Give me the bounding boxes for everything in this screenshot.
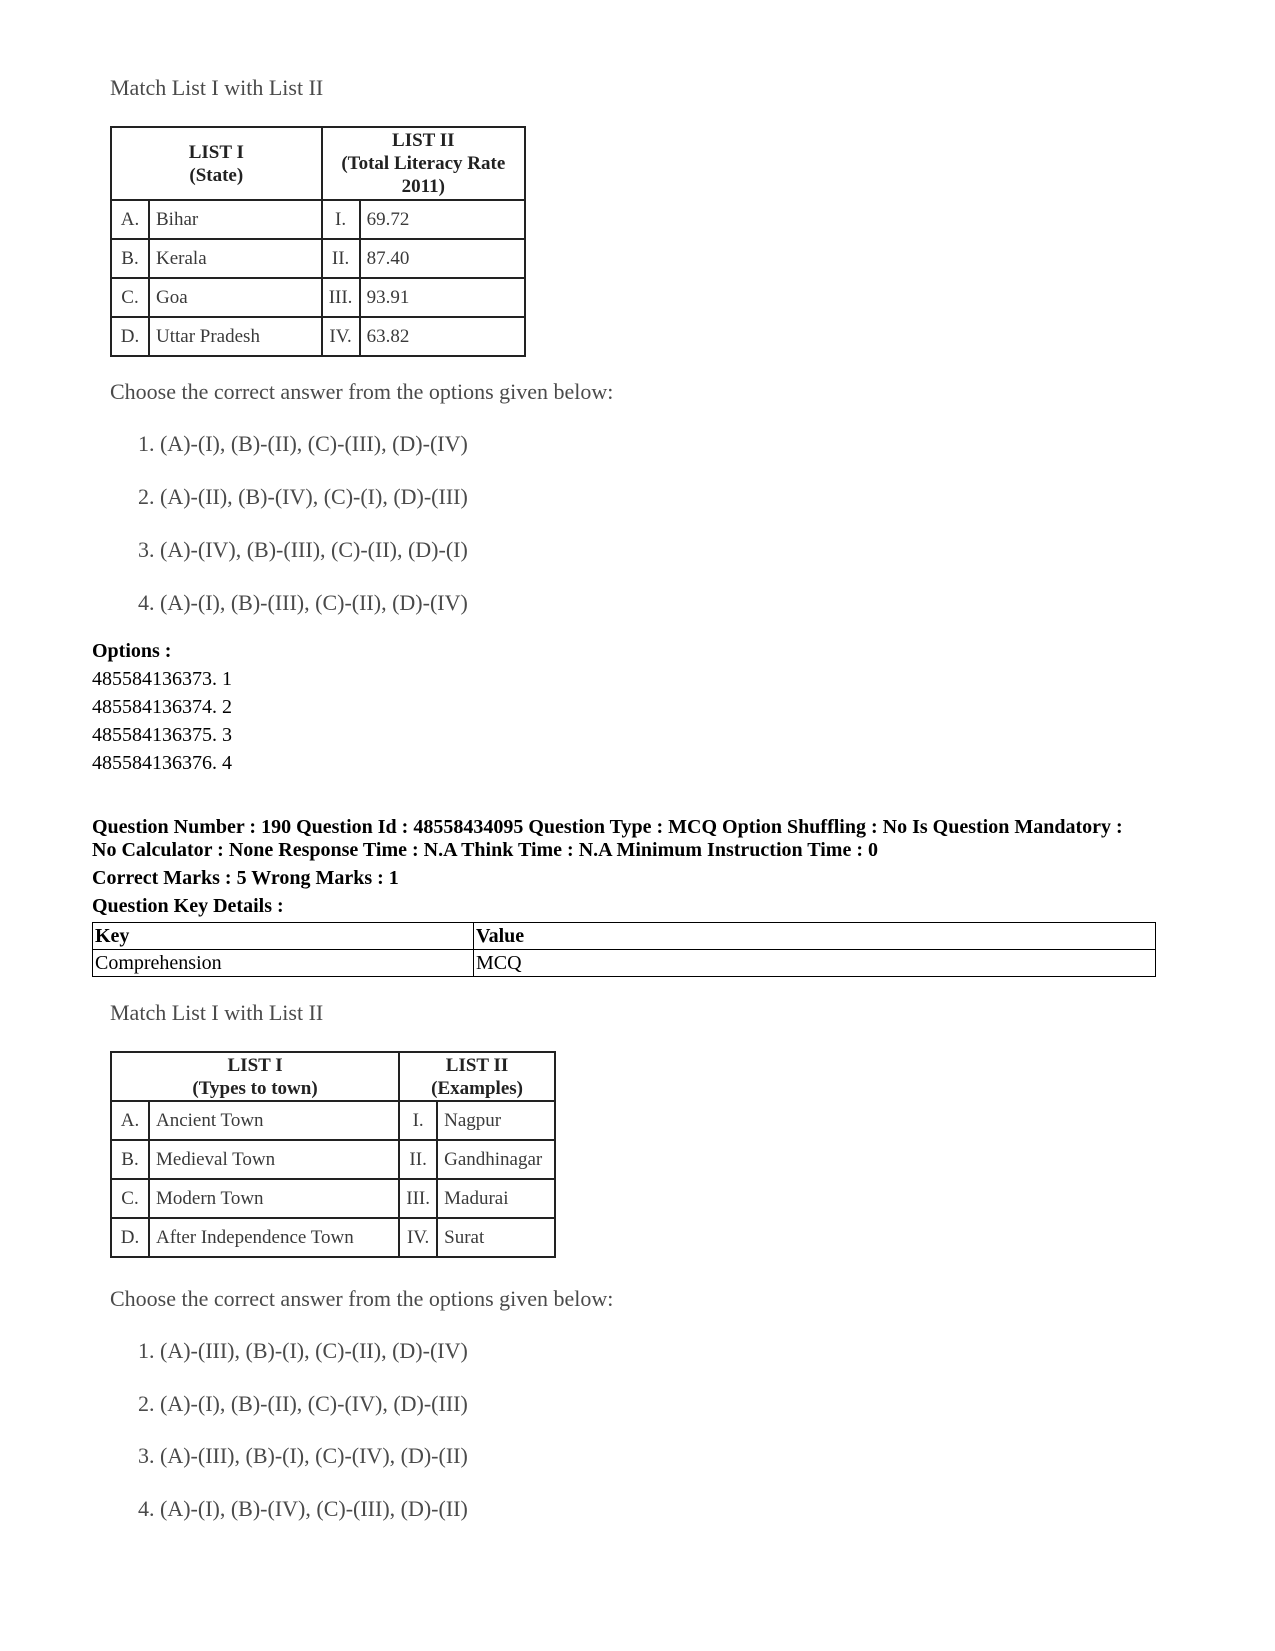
table-row: Comprehension MCQ	[93, 950, 1156, 977]
q2-choice-1: 1. (A)-(III), (B)-(I), (C)-(II), (D)-(IV)	[138, 1338, 468, 1363]
option-id-4: 485584136376. 4	[92, 752, 232, 774]
table-row: A. Bihar I. 69.72	[111, 200, 525, 239]
q2-choice-3: 3. (A)-(III), (B)-(I), (C)-(IV), (D)-(II)	[138, 1443, 468, 1468]
q2-choice-2: 2. (A)-(I), (B)-(II), (C)-(IV), (D)-(III)	[138, 1391, 468, 1416]
q1-choice-3: 3. (A)-(IV), (B)-(III), (C)-(II), (D)-(I)	[138, 537, 468, 562]
q2-meta-line2: No Calculator : None Response Time : N.A Think Time : N.A Minimum Instruction Time : 0	[92, 839, 878, 861]
table-row: Key Value	[93, 923, 1156, 950]
table-row: C. Goa III. 93.91	[111, 278, 525, 317]
table-row: D. After Independence Town IV. Surat	[111, 1218, 555, 1257]
q1-list2-header: LIST II (Total Literacy Rate 2011)	[322, 127, 525, 200]
options-label: Options :	[92, 640, 172, 662]
q1-intro: Match List I with List II	[110, 75, 324, 100]
q1-choice-1: 1. (A)-(I), (B)-(II), (C)-(III), (D)-(IV)	[138, 431, 468, 456]
option-id-3: 485584136375. 3	[92, 724, 232, 746]
q1-match-table	[110, 126, 526, 357]
table-row: A. Ancient Town I. Nagpur	[111, 1101, 555, 1140]
q1-list1-header: LIST I (State)	[111, 127, 322, 200]
option-id-1: 485584136373. 1	[92, 668, 232, 690]
q2-intro: Match List I with List II	[110, 1000, 324, 1025]
q2-marks: Correct Marks : 5 Wrong Marks : 1	[92, 867, 399, 889]
table-row: D. Uttar Pradesh IV. 63.82	[111, 317, 525, 356]
q2-choose-text: Choose the correct answer from the options given below:	[110, 1286, 614, 1311]
table-row: B. Medieval Town II. Gandhinagar	[111, 1140, 555, 1179]
table-row: C. Modern Town III. Madurai	[111, 1179, 555, 1218]
table-row: B. Kerala II. 87.40	[111, 239, 525, 278]
q2-match-table	[110, 1051, 556, 1258]
q2-list2-header: LIST II (Examples)	[399, 1052, 555, 1101]
q2-list1-header: LIST I (Types to town)	[111, 1052, 399, 1101]
option-id-2: 485584136374. 2	[92, 696, 232, 718]
q1-choice-2: 2. (A)-(II), (B)-(IV), (C)-(I), (D)-(III)	[138, 484, 468, 509]
q2-key-details-label: Question Key Details :	[92, 895, 284, 917]
key-value-table	[92, 922, 1156, 977]
q2-meta-line1: Question Number : 190 Question Id : 48558434095 Question Type : MCQ Option Shuffling : No Is Question Mandatory :	[92, 816, 1123, 838]
q1-choose-text: Choose the correct answer from the options given below:	[110, 379, 614, 404]
q1-choice-4: 4. (A)-(I), (B)-(III), (C)-(II), (D)-(IV)	[138, 590, 468, 615]
q2-choice-4: 4. (A)-(I), (B)-(IV), (C)-(III), (D)-(II)	[138, 1496, 468, 1521]
